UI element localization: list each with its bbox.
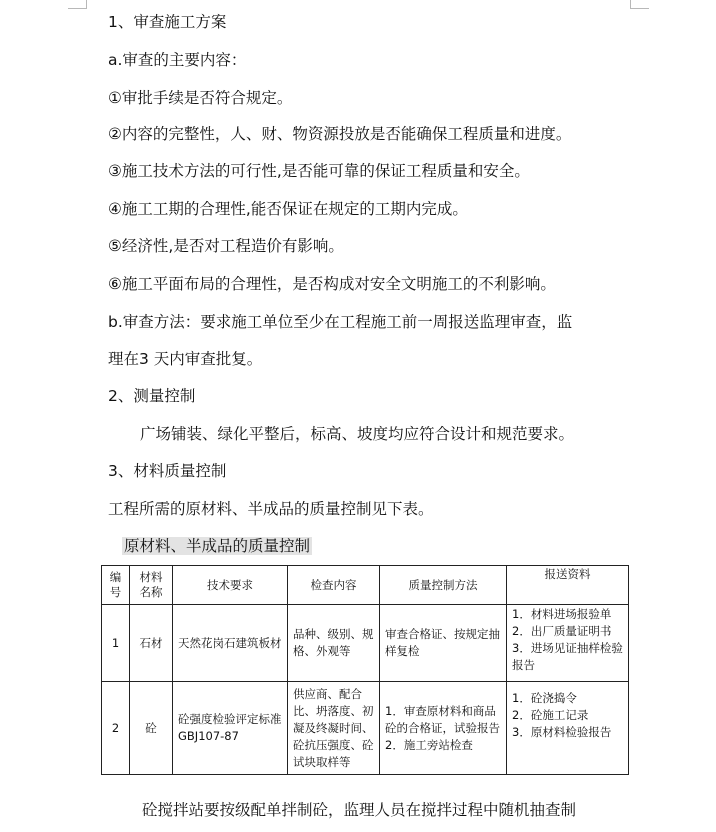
doc-item: 1．材料进场报验单 <box>512 607 612 621</box>
header-cell: 编号 <box>102 566 130 605</box>
cell-docs <box>507 605 629 682</box>
table-row <box>102 605 629 682</box>
doc-item: 3．原材料检验报告 <box>512 725 612 739</box>
section-heading-3: 3、材料质量控制 <box>108 462 227 480</box>
list-item: ①审批手续是否符合规定。 <box>108 89 293 107</box>
doc-item: 3．进场见证抽样检验报告 <box>512 641 623 672</box>
list-item: ⑥施工平面布局的合理性，是否构成对安全文明施工的不利影响。 <box>108 275 556 293</box>
table-caption <box>122 536 312 556</box>
subsection-b-line-1: b.审查方法：要求施工单位至少在工程施工前一周报送监理审查，监 <box>108 313 573 331</box>
header-cell: 质量控制方法 <box>380 566 507 605</box>
materials-paragraph: 工程所需的原材料、半成品的质量控制见下表。 <box>108 500 434 518</box>
concrete-paragraph: 砼搅拌站要按级配单拌制砼，监理人员在搅拌过程中随机抽查制 <box>142 801 577 819</box>
subsection-a-title: a.审查的主要内容： <box>108 51 247 69</box>
cell-material: 石材 <box>130 605 173 682</box>
cell-docs <box>507 682 629 775</box>
quality-control-table <box>101 565 629 775</box>
doc-item: 2．出厂质量证明书 <box>512 624 612 638</box>
subsection-b-line-2: 理在3 天内审查批复。 <box>108 350 263 368</box>
list-item: ④施工工期的合理性,能否保证在规定的工期内完成。 <box>108 200 468 218</box>
crop-mark-top-right <box>630 0 649 9</box>
cell-no: 1 <box>102 605 130 682</box>
table-header-row <box>102 566 629 605</box>
cell-material: 砼 <box>130 682 173 775</box>
crop-mark-top-left <box>68 0 87 9</box>
section-heading-2: 2、测量控制 <box>108 387 196 405</box>
cell-tech: 砼强度检验评定标准 GBJ107-87 <box>173 682 288 775</box>
header-cell: 报送资料 <box>507 566 629 605</box>
cell-tech: 天然花岗石建筑板材 <box>173 605 288 682</box>
list-item: ⑤经济性,是否对工程造价有影响。 <box>108 237 344 255</box>
survey-paragraph: 广场铺装、绿化平整后，标高、坡度均应符合设计和规范要求。 <box>140 425 575 443</box>
list-item: ②内容的完整性，人、财、物资源投放是否能确保工程质量和进度。 <box>108 125 572 143</box>
table-row <box>102 682 629 775</box>
table-caption-text: 原材料、半成品的质量控制 <box>124 537 311 555</box>
cell-check: 品种、级别、规格、外观等 <box>288 605 380 682</box>
header-cell: 技术要求 <box>173 566 288 605</box>
doc-item: 1．砼浇捣令 <box>512 691 577 705</box>
header-cell: 材料名称 <box>130 566 173 605</box>
cell-check: 供应商、配合比、坍落度、初凝及终凝时间、砼抗压强度、砼试块取样等 <box>288 682 380 775</box>
cell-no: 2 <box>102 682 130 775</box>
cell-method: 1．审查原材料和商品砼的合格证，试验报告 2．施工旁站检查 <box>380 682 507 775</box>
list-item: ③施工技术方法的可行性,是否能可靠的保证工程质量和安全。 <box>108 162 530 180</box>
section-heading-1: 1、审查施工方案 <box>108 13 227 31</box>
header-cell: 检查内容 <box>288 566 380 605</box>
doc-item: 2．砼施工记录 <box>512 708 589 722</box>
cell-method: 审查合格证、按规定抽样复检 <box>380 605 507 682</box>
